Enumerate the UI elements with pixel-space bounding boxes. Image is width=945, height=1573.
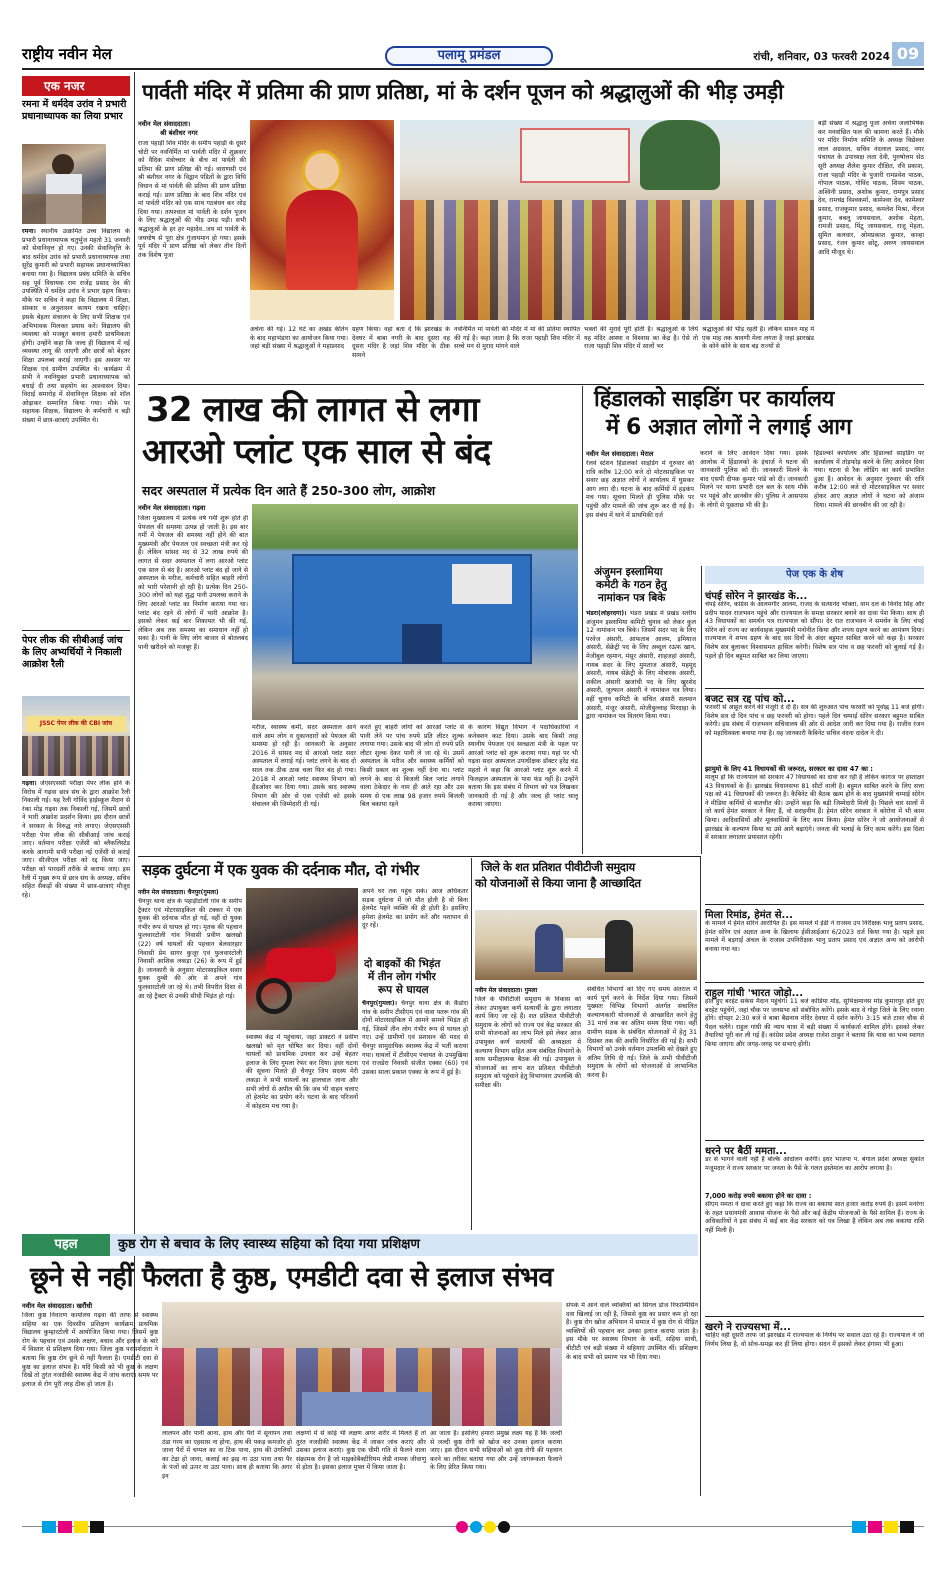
story3-col3: हिंडाल्को कार्यालय और हिंडाल्को साइडिंग पर कार्यालय में तोड़फोड़ करने के लिए आवेदन दिया गया। घटना से रैक लोडिंग का कार्य प्रभावित हुआ है। आवेदन के अनुसार गुरुवार की रात्रि करीब 12:00 बजे दो मोटरसाइकिल पर सवार होकर आए अज्ञात लोगों ने घटना को अंजाम दिया। मामले की छानबीन की जा रही है। <box>814 450 924 509</box>
cont-head-4: मिला रिमांड, हेमंत से... <box>705 910 793 921</box>
reg-mark-right-black <box>900 1521 914 1533</box>
cont-body-1: चंपई सोरेन, कांग्रेस के आलमगीर आलम, राजद के सत्यानंद भोक्ता, वाम दल के विनोद सिंह और प्रदीप यादव राजभवन पहुंचे और राज्यपाल के समक्ष सरकार बनाने का दावा पेश किया। साथ ही 43 विधायकों का समर्थन पत्र राज्यपाल को सौंपा। देर रात राजभवन ने समर्थन के लिए चंपई सोरेन को राज्य का कार्यवाहक मुख्यमंत्री मनोनीत किया और शपथ ग्रहण करने का आमंत्रण दिया। राज्यपाल ने शपथ ग्रहण के बाद दस दिनों के अंदर बहुमत साबित करने को कहा है। सरकार विशेष सत्र बुलाकर विश्वासमत हासिल करेगी। विशेष सत्र पांच व छह फरवरी को बुलाई गई है। पहले ही दिन बहुमत साबित कर लिया जाएगा। <box>705 601 924 660</box>
story6-photo-meeting <box>475 910 697 980</box>
story2-col2: मरीज, स्वास्थ्य कर्मी, सदर अस्पताल आने वाले आम लोग व दुकानदारों को पेयजल की समस्या हो रही है। जानकारी के अनुसार 2016 में सांसद मद से आरओ प्लांट सदर अस्पताल में लगाई गई। प्लांट लगने के बाद दो साल तक ठीक ठाक चला फिर बंद हो गया। 2018 में आरओ प्लांट स्वास्थ्य विभाग को हैंडओवर कर दिया गया। उसके बाद स्वास्थ्य विभाग की ओर से एक एजेंसी को इसके संचालन की जिम्मेदारी दी गई। <box>252 724 356 809</box>
story1-bottom-rule <box>138 384 924 385</box>
cont-sub-6: 7,000 करोड़ रुपये बकाया होने का दावा : <box>705 1192 812 1200</box>
sidebar-story1-dateline: रमना। <box>22 228 36 235</box>
cont-body-7: चाहिए वहीं दूसरी तरफ जो झारखंड में राज्यपाल के निर्णय पर सवाल उठा रहे हैं। राज्यपाल ने जो निर्णय लिया है, वो सोच-समझ कर ही लिया होगा। सदन में इसको लेकर हंगामा भी हुआ। <box>705 1332 924 1348</box>
sidebar-divider <box>22 630 130 631</box>
sidebar-story1-body <box>22 228 130 628</box>
story5-col1: चैनपुर थाना क्षेत्र के पहाड़ीटोली गांव के समीप ट्रैक्टर एवं मोटरसाइकिल की टक्कर में एक युवक की दर्दनाक मौत हो गई, वहीं दो युवक गंभीर रूप से घायल हो गए। मृतक की पहचान फुलवारटोली गांव निवासी प्रवीण खलखो (22) वर्ष घायलों की पहचान बेलवारहार निवासी प्रेम सागर कुजूर एवं फुलवारटोली निवासी आशिक लकड़ा (26) के रूप में हुई है। जानकारी के अनुसार मोटरसाइकिल सवार युवक दुम्बी की ओर से अपने गांव फुलवारटोली जा रहे थे। तभी विपरीत दिशा से आ रहे ट्रैक्टर से उनकी सीधी भिड़ंत हो गई। <box>138 898 242 1000</box>
story5-col2: स्वास्थ्य केंद्र में पहुंचाया, जहां डाक्टरों ने प्रवीण खलखो को मृत घोषित कर दिया। वहीं दोनों घायलों को प्राथमिक उपचार कर उन्हें बेहतर इलाज के लिए गुमला रेफर कर दिया। इधर घटना की सूचना मिलते ही चैनपुर जिप सदस्य मेरी लकड़ा ने सभी घायलों का हालचाल जाना और सभी लोगों से अपील की कि जब भी वाहन चलाए तो हेलमेट का प्रयोग करें। घटना के बाद परिजनों में कोहराम मच गया है। <box>246 1034 358 1110</box>
sidebar-story2-headline: पेपर लीक की सीबीआई जांच के लिए अभ्यर्थियों ने निकाली आक्रोश रैली <box>22 635 123 670</box>
story7-photo-training <box>162 1302 562 1426</box>
story1-place: श्री बंशीधर नगर <box>160 129 198 137</box>
continuations-column <box>705 566 924 1496</box>
story1-col4: नवनिर्मित मां पार्वती की मंदिर में मां की प्रतिमा स्थापित की गई है। कहा जाता है कि राजा पहाड़ी शिव मंदिर में सच्चे मन से मुराद मांगने वाले <box>454 326 580 351</box>
story5-sub-line2: में तीन लोग गंभीर <box>368 971 436 983</box>
paper-name: राष्ट्रीय नवीन मेल <box>22 45 112 63</box>
sidebar-photo-1 <box>22 144 106 224</box>
story4-headline-line3: नामांकन पत्र बिके <box>598 592 666 604</box>
story7-col2: लालपन और पानी आना, हाथ और पैरों में सूनापन तथा ठंडा गरम का एहसास ना होना, हाथ की पकड़ कमजोर हो जाना पैरों में चप्पल का ना टिक पाना, हाथ की उंगलियों का टेढ़ा हो जाना, कलाई का झड़ ना उठा पाना तथा पैर के पंजों को ऊपर ना उठा पाना। साथ ही बताया कि अगर इन <box>162 1430 292 1480</box>
story2-subhead: सदर अस्पताल में प्रत्येक दिन आते हैं 250-300 लोग, आक्रोश <box>142 483 436 498</box>
story7-col3: लक्षणों में से कोई भी लक्षण अगर शरीर में मिलते हैं तो तुरंत नजदीकी स्वास्थ्य केंद्र में जाकर जांच कराएं और उसका इलाज कराएं। कुष्ठ एक धीमी गति से फैलने वाला संक्रामक रोग है जो माइकोबैक्टीरियम लेप्री नामक जीवाणु से होता है। इसका इलाज मुफ्त में किया जाता है। <box>296 1430 426 1472</box>
sidebar-story2-dateline: गढ़वा। <box>22 780 37 787</box>
masthead-rule <box>22 68 924 70</box>
cont-body-2: फरवरी से आहूत करने की मंजूरी दे दी है। सत्र की शुरुआत पांच फरवरी को पूर्वाह्न 11 बजे होगी। विशेष सत्र दो दिन पांच व छह फरवरी को होगा। पहले दिन चम्पाई सोरेन सरकार बहुमत साबित करेगी। इस संबंध में राजभवन सचिवालय की ओर से आदेश जारी कर दिया गया है। राजीव रंजन को महाधिवक्ता बनाया गया है। वह जानकारी कैबिनेट सचिव वंदना दादेल ने दी। <box>705 704 924 737</box>
story-hindalco <box>586 386 924 562</box>
section-title: पलामू प्रमंडल <box>385 46 553 66</box>
cont-head-5: राहुल गांधी 'भारत जोड़ो... <box>705 988 803 999</box>
cont-head-1: चंपई सोरेन ने झारखंड के... <box>705 591 808 602</box>
reg-mark-center-cyan <box>470 1521 482 1533</box>
story-pvtg <box>475 858 697 1230</box>
story3-col2: कराने के लिए आवेदन दिया गया। इसके आलोक में हिंडालको के इंचार्ज ने घटना की जानकारी पुलिस को दी। जानकारी मिलने के बाद एसपी दीपक कुमार पांडे को दी। जानकारी मिलने पर थाना प्रभारी दल बल के साथ मौके पर पहुंचे और छानबीन की। पुलिस ने आसपास के लोगों से पूछताछ भी की है। <box>700 450 808 509</box>
story2-col4: के कारण विद्युत विभाग ने पदाधिकारियों ने कनेक्शन काट दिया। उसके बाद किसी तरह स्थानीय पेयजल एवं स्वच्छता मंत्री के पहल पर आरओ प्लांट को शुरू कराया गया। यहां पर भी गढ़वा सदर अस्पताल उपाधीक्षक डॉक्टर हरेंद्र चंद्र महतो ने कहा कि आरओ प्लांट शुरू करने में फिलहाल अस्पताल के पास फंड नहीं है। उन्होंने बताया कि इस संबंध में विभाग को पत्र लिखकर जानकारी दी गई है और जल्द ही प्लांट चालू कराया जाएगा। <box>468 724 578 809</box>
mid-rule <box>138 856 700 857</box>
reg-mark-center-black <box>498 1521 510 1533</box>
story6-col1: जिले के पीवीटीजी समुदाय के विकास को लेकर उपायुक्त कर्ण सत्यार्थी के द्वारा लगातार कार्य किए जा रहे हैं। शत प्रतिशत पीवीटीजी समुदाय के लोगों को राज्य एवं केंद्र सरकार की सभी योजनाओं का लाभ मिले इसे लेकर आज उपायुक्त कर्ण सत्यार्थी की अध्यक्षता में कल्याण विभाग सहित अन्य संबंधित विभागों के साथ समीक्षात्मक बैठक की गई। उपायुक्त ने योजनाओं का लाभ शत प्रतिशत पीवीटीजी समुदाय को पहुंचाने हेतु विभागवार उपलब्धि की समीक्षा की। <box>475 996 581 1089</box>
story5-byline: नवीन मेल संवाददाता। चैनपुर(गुमला) <box>138 889 219 896</box>
story1-col1: राजा पहाड़ी शिव मंदिर के समीप पहाड़ी के दूसरे चोटी पर नवनिर्मित मां पार्वती मंदिर में शुक्रवार को वैदिक मंत्रोच्चार के बीच मां पार्वती की प्रतिमा की प्राण प्रतिष्ठा की गई। वाराणसी एवं श्री बंशीधर नगर के विद्वान पंडितों के द्वारा विधि विधान से मां पार्वती की प्रतिमा की प्राण प्रतिष्ठा कराई गई। प्राण प्रतिष्ठा के बाद शिव मंदिर एवं मां पार्वती मंदिर को एक साथ गठबंधन कर जोड़ दिया गया। तत्पश्चात मां पार्वती के दर्शन पूजन के लिए श्रद्धालुओं की भीड़ उमड़ पड़ी। सभी श्रद्धालुओं के हर हर महादेव..जय मां पार्वती के जयघोष से पूरा क्षेत्र गुंजायमान हो गया। इसके पूर्व मंदिर में प्राण प्रतिष्ठा को लेकर तीन दिनों तक विशेष पूजा <box>138 140 246 259</box>
masthead <box>0 0 945 68</box>
story3-headline-line1: हिंडालको साइडिंग पर कार्यालय <box>594 387 834 412</box>
cont-head-6: धरने पर बैठीं ममता... <box>705 1146 787 1157</box>
story2-headline-line2: आरओ प्लांट एक साल से बंद <box>142 432 491 472</box>
story1-col5b: श्रद्धालुओं की भीड़ रहती है। लेकिन सावन माह में एक माह तक श्रावणी मेला लगता है जहां झारखंड के कोने कोने के साथ बड़ राज्यों से <box>702 326 814 351</box>
cont-body-4: के मामले में हेमंत सोरेन आरोपित हैं। इस मामले में ईडी ने राजस्व उप निरीक्षक भानु प्रताप प्रसाद, हेमंत सोरेन एवं अज्ञात अन्य के खिलाफ ईसीआईआर 6/2023 दर्ज किया गया है। पहले इस मामले में बड़गाईं अंचल के राजस्व उपनिरीक्षक भानु प्रताप प्रसाद एवं अज्ञात अन्य को आरोपी बनाया गया था। <box>705 920 924 953</box>
reg-mark-left-cyan <box>42 1521 56 1533</box>
story7-headline: छूने से नहीं फैलता है कुष्ठ, एमडीटी दवा से इलाज संभव <box>30 1262 553 1293</box>
story1-photo-crowd <box>400 120 814 320</box>
story6-headline-line2: को योजनाओं से किया जाना है आच्छादित <box>475 876 641 890</box>
continuations-vline <box>700 856 701 1496</box>
story1-photo-idol <box>250 120 394 320</box>
story3-headline-line2: में 6 अज्ञात लोगों ने लगाई आग <box>606 415 852 440</box>
story5-vline <box>471 858 472 1230</box>
reg-mark-right-cyan <box>852 1521 866 1533</box>
dateline: रांची, शनिवार, 03 फरवरी 2024 <box>753 51 890 63</box>
story5-sub-line1: दो बाइकों की भिड़ंत <box>364 958 441 970</box>
sidebar-story1-text: स्थानीय उत्क्रमित उच्च विद्यालय के प्रभारी प्रधानाध्यापक चतुर्भुज महतो 31 जनवरी को सेवानिवृत्त हो गए। उनकी सेवानिवृत्ति के बाद धर्मदेव उरांव को प्रभारी प्रधानाध्यापक तथा सुरेंद्र कुमारी को प्रभारी सहायक प्रधानाध्यापिका बनाया गया है। विद्यालय प्रबंध समिति के सचिव सह पूर्व विधायक राम राजेंद्र प्रसाद देव की उपस्थिति में धर्मदेव उरांव ने प्रभार ग्रहण किया। मौके पर सचिव ने कहा कि विद्यालय में शिक्षा, संस्कार व अनुशासन कायम रखना चाहिए। इसके बेहतर संचालन के लिए सभी शिक्षक एवं अभिभावक मिलकर प्रयास करें। विद्यालय की व्यवस्था को मजबूत बनाना हमारी प्राथमिकता होगी। उन्होंने कहा कि जल्द ही विद्यालय में नई व्यवस्था लागू की जाएगी और छात्रों को बेहतर शिक्षा उपलब्ध कराई जाएगी। इस अवसर पर शिक्षक एवं ग्रामीण उपस्थित थे। कार्यक्रम में सभी ने नवनियुक्त प्रभारी प्रधानाध्यापक को बधाई दी तथा सहयोग का आश्वासन दिया। विदाई समारोह में सेवानिवृत्त शिक्षक को शॉल ओढ़ाकर सम्मानित किया गया। मौके पर सहायक शिक्षक, विद्यालय के कर्मचारी व बड़ी संख्या में छात्र-छात्राएं उपस्थित थे। <box>22 228 130 425</box>
story4-vline <box>701 566 702 854</box>
story6-col2: संबंधित विभागों को दिए गए समय अंतराल में कार्य पूर्ण करने के निर्देश दिया गया। जिसमें मुख्यतः विभिन्न विभागों अंतर्गत संचालित कल्याणकारी योजनाओं से आच्छादित करने हेतु 31 मार्च तक का अंतिम समय दिया गया। वहीं ग्रामीण सड़क के संबंधित योजनाओं में हेतु 31 दिसंबर तक की अवधि निर्धारित की गई है। सभी विभागों को उनके वर्तमान उपलब्धि को देखते हुए अंतिम तिथि दी गई। जिले के सभी पीवीटीजी समुदाय के लोगों को योजनाओं से लाभान्वित करना है। <box>587 986 697 1079</box>
reg-mark-left-black <box>90 1521 104 1533</box>
cont-head-7: खरगे ने राज्यसभा में... <box>705 1322 791 1333</box>
story1-headline: पार्वती मंदिर में प्रतिमा की प्राण प्रतिष्ठा, मां के दर्शन पूजन को श्रद्धालुओं की भीड़ उमड़ी <box>142 80 784 104</box>
story-accident <box>138 858 468 1230</box>
story7-kicker: कुष्ठ रोग से बचाव के लिए स्वास्थ्य सहिया को दिया गया प्रशिक्षण <box>118 1237 420 1252</box>
reg-mark-right-magenta <box>868 1521 882 1533</box>
footer-bar <box>22 1520 924 1534</box>
sidebar-photo-2 <box>22 696 130 776</box>
rally-banner: JSSC पेपर लीक की CBI जांच <box>26 716 126 732</box>
page-number: 09 <box>892 42 924 66</box>
story2-headline-line1: 32 लाख की लागत से लगा <box>146 390 479 430</box>
story2-vline <box>582 386 583 854</box>
story5-col4-wrap <box>362 1000 468 1224</box>
story-anjuman <box>586 566 698 854</box>
reg-mark-center-yellow <box>484 1521 496 1533</box>
story2-col1: जिला मुख्यालय में प्रत्येक वर्ष गर्मी शुरू होते ही पेयजल की समस्या उत्पन्न हो जाती है। इस बार गर्मी में पेयजल की समस्या नहीं होने की बात मुख्यमंत्री और पेयजल एवं स्वच्छता मंत्री कर रहे हैं। लेकिन सांसद मद से 32 लाख रुपये की लागत से सदर अस्पताल में लगा आरओ प्लांट एक साल से बंद है। आरओ प्लांट बंद हो जाने से अस्पताल के मरीज, कर्मचारी सहित बाहरी लोगों को भारी परेशानी हो रही है। प्रत्येक दिन 250-300 लोगों को यहां शुद्ध पानी उपलब्ध कराने के लिए आरओ प्लांट का निर्माण कराया गया था। प्लांट बंद रहने से लोगों में भारी आक्रोश है। इसको लेकर कई बार शिकायत भी की गई, लेकिन अब तक समस्या का समाधान नहीं हो सका है। पानी के लिए लोग बाजार से बोतलबंद पानी खरीदने को मजबूर हैं। <box>138 515 248 651</box>
story1-col2: अर्चना की गई। 12 घंटे का अखंड कीर्तन के बाद महाभंडारा का आयोजन किया गया। जहां बड़ी संख्या में श्रद्धालुओं ने महाप्रसाद <box>250 326 348 351</box>
story7-byline: नवीन मेल संवाददाता। खरौंधी <box>22 1302 93 1310</box>
story4-headline-line2: कमेटी के गठन हेतु <box>596 579 667 591</box>
cont-body-6b: सीएम ममता ने दावा करते हुए कहा कि राज्य का बकाया सात हजार करोड़ रुपये है। इसमें मनरेगा के तहत प्रधानमंत्री आवास योजना के पैसे और कई केंद्रीय योजनाओं के पैसे शामिल हैं। राज्य के अधिकारियों ने इस संबंध में कई बार केंद्र सरकार को पत्र लिखा है लेकिन अब तक बकाया राशि नहीं मिली है। <box>705 1201 924 1234</box>
story5-sub-line3: रूप से घायल <box>378 984 429 996</box>
reg-mark-right-yellow <box>884 1521 898 1533</box>
story5-col3: अपने घर तक पहुंच सके। आज अधिकतर सड़क दुर्घटना में जो मौत होती है वो बिना हेलमेट पहने व्यक्ति की ही होती है। इसलिए हमेशा हेलमेट का प्रयोग करें और नशापान से दूर रहें। <box>362 888 468 930</box>
story1-col3: ग्रहण किया। वहां बता दें कि झारखंड के देवघर में बाबा नगरी के बाद दूसरा वह दूसरा मंदिर है जहां शिव मंदिर के ठीक सामने <box>352 326 450 359</box>
reg-mark-center-magenta <box>456 1521 468 1533</box>
story7-col1: जिला कुष्ठ निवारण कार्यालय गढ़वा की तरफ से स्वास्थ्य सहिया का एक दिवसीय प्रशिक्षण कार्यक्रम प्राथमिक विद्यालय कुम्हारटोली में आयोजित किया गया। जिसमें कुष्ठ रोग के पहचान एवं उसके लक्षण, बचाव और इलाज के बारे में विस्तार से प्रशिक्षण दिया गया। जिला कुष्ठ परामर्शदाता ने बताया कि कुष्ठ रोग छूने से नहीं फैलता है। एमडीटी दवा से कुष्ठ का इलाज संभव है। यदि किसी को भी कुष्ठ के लक्षण दिखें तो तुरंत नजदीकी स्वास्थ्य केंद्र में जांच कराएं। समय पर इलाज से रोग पूरी तरह ठीक हो जाता है। <box>22 1312 158 1388</box>
story2-byline: नवीन मेल संवाददाता। गढ़वा <box>138 504 206 512</box>
story1-col5: भक्तों की मुरादें पूरी होती है। श्रद्धालुओं के लिये यह मंदिर आस्था व विश्वास का केंद्र है। ऐसे तो राजा पहाड़ी शिव मंदिर में सालों भर <box>584 326 698 351</box>
sidebar-label: एक नजर <box>22 76 130 96</box>
story-temple <box>138 72 924 384</box>
story-ro-plant <box>138 386 578 854</box>
story6-headline-line1: जिले के शत प्रतिशत पीवीटीजी समुदाय <box>481 860 635 874</box>
reg-mark-left-magenta <box>58 1521 72 1533</box>
story7-col5: संपर्क में आने वाले व्यक्तियों को सिंगल डोज रिफाम्पिसिन दवा खिलाई जा रही है, जिससे कुष्ठ का प्रसार कम हो रहा है। कुष्ठ रोग खोज अभियान में समाज में कुष्ठ रोग से पीड़ित व्यक्तियों की पहचान कर उनका इलाज कराया जाता है। इस मौके पर स्वास्थ्य विभाग के कर्मी, सहिया साथी, बीटीटी एवं बड़ी संख्या में सहियाएं उपस्थित थीं। प्रशिक्षण के बाद सभी को प्रमाण पत्र भी दिया गया। <box>566 1302 698 1361</box>
story1-col6: बड़ी संख्या में श्रद्धालु पूजा अर्चना जलाभिषेक कर मनवांछित फल की कामना करते हैं। मौके पर मंदिर निर्माण समिति के अध्यक्ष विद्येश्वर लाल अग्रवाल, सचिव नंदलाल प्रसाद, नगर पंचायत के उपाध्यक्ष लता देवी, पुरुषोत्तम सेठ सूरी अध्यक्ष शैलेश कुमार दीक्षित, रवि प्रकाश, राजा पहाड़ी मंदिर के पुजारी रामप्रवेश पाठक, गोपाल पाठक, गोविंद पाठक, शिवम पाठक, अश्विनी प्रसाद, अशोक कुमार, रामपुत्र प्रसाद देव, रामचंद्र विश्वकर्मा, कामेश्वर देव, कामेश्वर प्रसाद, राजकुमार प्रसाद, कमलेश मिश्रा, नीरज कुमार, बबलू जायसवाल, अशोक मेहता, रामजी प्रसाद, मिंटू जायसवाल, राजू मेहता, सुमित कलवार, ओमप्रकाश कुमार, कान्हा प्रसाद, रंजन कुमार छोटू, अरुण जायसवाल आदि मौजूद थे। <box>818 120 924 256</box>
story-leprosy <box>22 1234 698 1496</box>
story2-col3: करते हुए बाहरी लोगों को आरओ प्लांट से पानी लेने पर पांच रुपये प्रति लीटर शुल्क लगाया गया। उसके बाद भी लोग दो रुपये प्रति लीटर शुल्क देकर पानी ले जा रहे थे। उसमें अस्पताल के मरीज और स्वास्थ्य कर्मियों को किसी प्रकार का शुल्क नहीं देना था। प्लांट लगने के बाद से बिजली बिल प्लांट लगाने वाला ठेकेदार के नाम ही आते रहा और उस समय से एक लाख 98 हजार रुपये बिजली बिल बकाया रहने <box>360 724 464 809</box>
story7-col4: आ जाता है। इसलिए हमारा प्रमुख लक्ष्य यह है कि जल्दी से जल्दी कुष्ठ रोगी को खोज कर उनका इलाज कराया जाए। इस दौरान सभी सहियाओं को कुष्ठ रोगी की पहचान करने का तरीका बताया गया और उन्हें जागरूकता फैलाने के लिए प्रेरित किया गया। <box>430 1430 562 1472</box>
sidebar-story1-headline: रमना में धर्मदेव उरांव ने प्रभारी प्रधानाध्यापक का लिया प्रभार <box>22 99 127 122</box>
story4-byline: भंडरा(लोहरदगा)। <box>586 610 627 617</box>
story5-sub-byline: चैनपुर(गुमला)। <box>362 1000 397 1007</box>
story7-label: पहल <box>22 1234 110 1256</box>
cont-head-2: बजट सत्र रद्द पांच को... <box>705 694 795 705</box>
continuations-label: पेज एक के शेष <box>705 566 924 584</box>
cont-body-5: होते हुए बरहेट सर्कस मैदान पहुंचेंगे। 11 बजे कोडिया मोड़, सुभिक्षमानस मोड़ कुमारपुर होते हुए बरहेट पहुंचेंगे, जहां चौक पर जनसभा को संबोधित करेंगे। इसके बाद वे गोड्डा जिले के लिए रवाना होंगे। दोपहर 2:30 बजे वे बाबा बैद्यनाथ मंदिर देवघर में दर्शन करेंगे। 3:15 बजे टावर चौक से पैदल चलेंगे। राहुल गांधी की न्याय यात्रा में बड़ी संख्या में कार्यकर्ता शामिल होंगे। इसको लेकर तैयारियां पूरी कर ली गई हैं। कांग्रेस प्रदेश अध्यक्ष राजेश ठाकुर ने बताया कि यात्रा का भव्य स्वागत किया जाएगा और जगह-जगह पर सभाएं होंगी। <box>705 998 924 1048</box>
sidebar-story2-text: जेएसएससी परीक्षा पेपर लीक होने के विरोध में गढ़वा छात्र संघ के द्वारा आक्रोश रैली निकाली गई। यह रैली गोविंद हाईस्कूल मैदान से रंका मोड़ गढ़वा तक निकाली गई, जिसमें छात्रों ने भारी आक्रोश प्रदर्शन किया। इस दौरान छात्रों ने सरकार के विरुद्ध नारे लगाए। जेएसएससी परीक्षा पेपर लीक की सीबीआई जांच कराई जाए। वर्तमान परीक्षा एजेंसी को ब्लैकलिस्टेड करके आगामी सभी परीक्षा नई एजेंसी से कराई जाए। सीजीएल परीक्षा को रद्द किया जाए। परीक्षा को पारदर्शी तरीके से कराया जाए। इस रैली में मुख्य रूप से छात्र संघ के अध्यक्ष, सचिव सहित सैकड़ों की संख्या में छात्र-छात्राएं मौजूद रहे। <box>22 780 130 899</box>
story1-byline: नवीन मेल संवाददाता। <box>138 120 191 128</box>
reg-mark-left-yellow <box>74 1521 88 1533</box>
story4-headline-line1: अंजुमन इस्लामिया <box>594 566 663 578</box>
cont-body-6: डर से भागने वाली नहीं हैं बल्कि आंदोलन करेंगी। इधर भाजपा प. बंगाल प्रदेश अध्यक्ष सुकांत मजूमदार ने राज्य सरकार पर जनता के पैसे के गलत इस्तेमाल का आरोप लगाया है। <box>705 1156 924 1172</box>
story6-byline: नवीन मेल संवाददाता। गुमला <box>475 987 538 994</box>
story5-col4: चैनपुर थाना क्षेत्र के कैंडोरा गांव के समीप टीसीएम एवं नावा पतरू गांव की दोनों मोटरसाइकिल में आमने सामने भिड़ंत हो गई, जिसमें तीन लोग गंभीर रूप से घायल हो गए। उन्हें ग्रामीणों एवं प्रशासन की मदद से चैनपुर सामुदायिक स्वास्थ्य केंद्र में भर्ती कराया गया। घायलों में टीसीएम पंचायत के उपमुखिया एवं राजडेरा निवासी संजीत एक्का (60) एवं उसका साला प्रकाश एक्का के रूप में हुई है। <box>362 1000 468 1076</box>
story5-photo-bike <box>246 888 358 1030</box>
story2-photo-plant <box>252 504 578 720</box>
story4-text: भंडरा प्रखंड में प्रखंड स्तरीय अंजुमन इस्लामिया कमिटी चुनाव को लेकर कुल 12 नामांकन पत्र बिके। जिसमें सदर पद के लिए परवेज अंसारी, आफताब आलम, इमियाज अंसारी, सेक्रेट्री पद के लिए अब्दुल रऊफ खान, मेजीबुल रहमान, मंसूर अंसारी, शाहजहां अंसारी, नायब सदर के लिए मुमताज अंसारी, महमूद अंसारी, नायब सेक्रेट्री के लिए मोबारक अंसारी, शकील अंसारी खजांची पद के लिए खुरशेद अंसारी, जुल्फान अंसारी ने नामांकन पत्र लिया। वहीं चुनाव कमिटी के संचित अंसारी सलमान अंसारी, मंजूर अंसारी, मोजीबुल्लाह मिरदाहा के द्वारा नामांकन पत्र वितरण किया गया। <box>586 610 696 721</box>
story3-byline: नवीन मेल संवाददाता। मेराल <box>586 450 654 458</box>
cont-body-3: मालूम हो कि राज्यपाल को सरकार 47 विधायकों का दावा कर रही है लेकिन कागज पर हस्ताक्षर 43 विधायकों के हैं। झारखंड विधानसभा 81 सीटों वाली है। बहुमत साबित करने के लिए सत्ता पक्ष को 41 विधायकों की जरूरत है। कैबिनेट की बैठक खत्म होने के बाद मुख्यमंत्री चम्पाई सोरेन ने मीडिया कर्मियों से बातचीत की। उन्होंने कहा कि बड़ी जिम्मेदारी मिली है। पिछले चार सालों में जो कार्य हेमंत सरकार ने किए हैं, वो सराहनीय हैं। हेमंत सोरेन सरकार ने कोरोना में भी काम किया। आदिवासियों और मूलवासियों के लिए काम किया। हेमंत सोरेन ने जो आयोजनाओं से झारखंड के कल्याण किया था उसे आगे बढ़ाएंगे। जनता की भलाई के लिए काम करेंगे। इस दिशा में सरकार लगातार प्रयासरत रहेगी। <box>705 774 924 842</box>
story4-body <box>586 610 696 850</box>
story3-col1: रेलवे स्टेशन हिंडालको साइडिंग में गुरुवार की रात्रि करीब 12:00 बजे दो मोटरसाइकिल पर सवार छह अज्ञात लोगों ने कार्यालय में घुसकर आग लगा दी। घटना के बाद कर्मियों में हड़कंप मच गया। सूचना मिलते ही पुलिस मौके पर पहुंची और मामले की जांच शुरू कर दी गई है। इस संबंध में थाने में प्राथमिकी दर्ज <box>586 460 694 519</box>
cont-sub-3: झामुमो के लिए 41 विधायकों की जरूरत, सरकार का दावा 47 का : <box>705 765 873 773</box>
story5-headline: सड़क दुर्घटना में एक युवक की दर्दनाक मौत, दो गंभीर <box>142 861 419 879</box>
